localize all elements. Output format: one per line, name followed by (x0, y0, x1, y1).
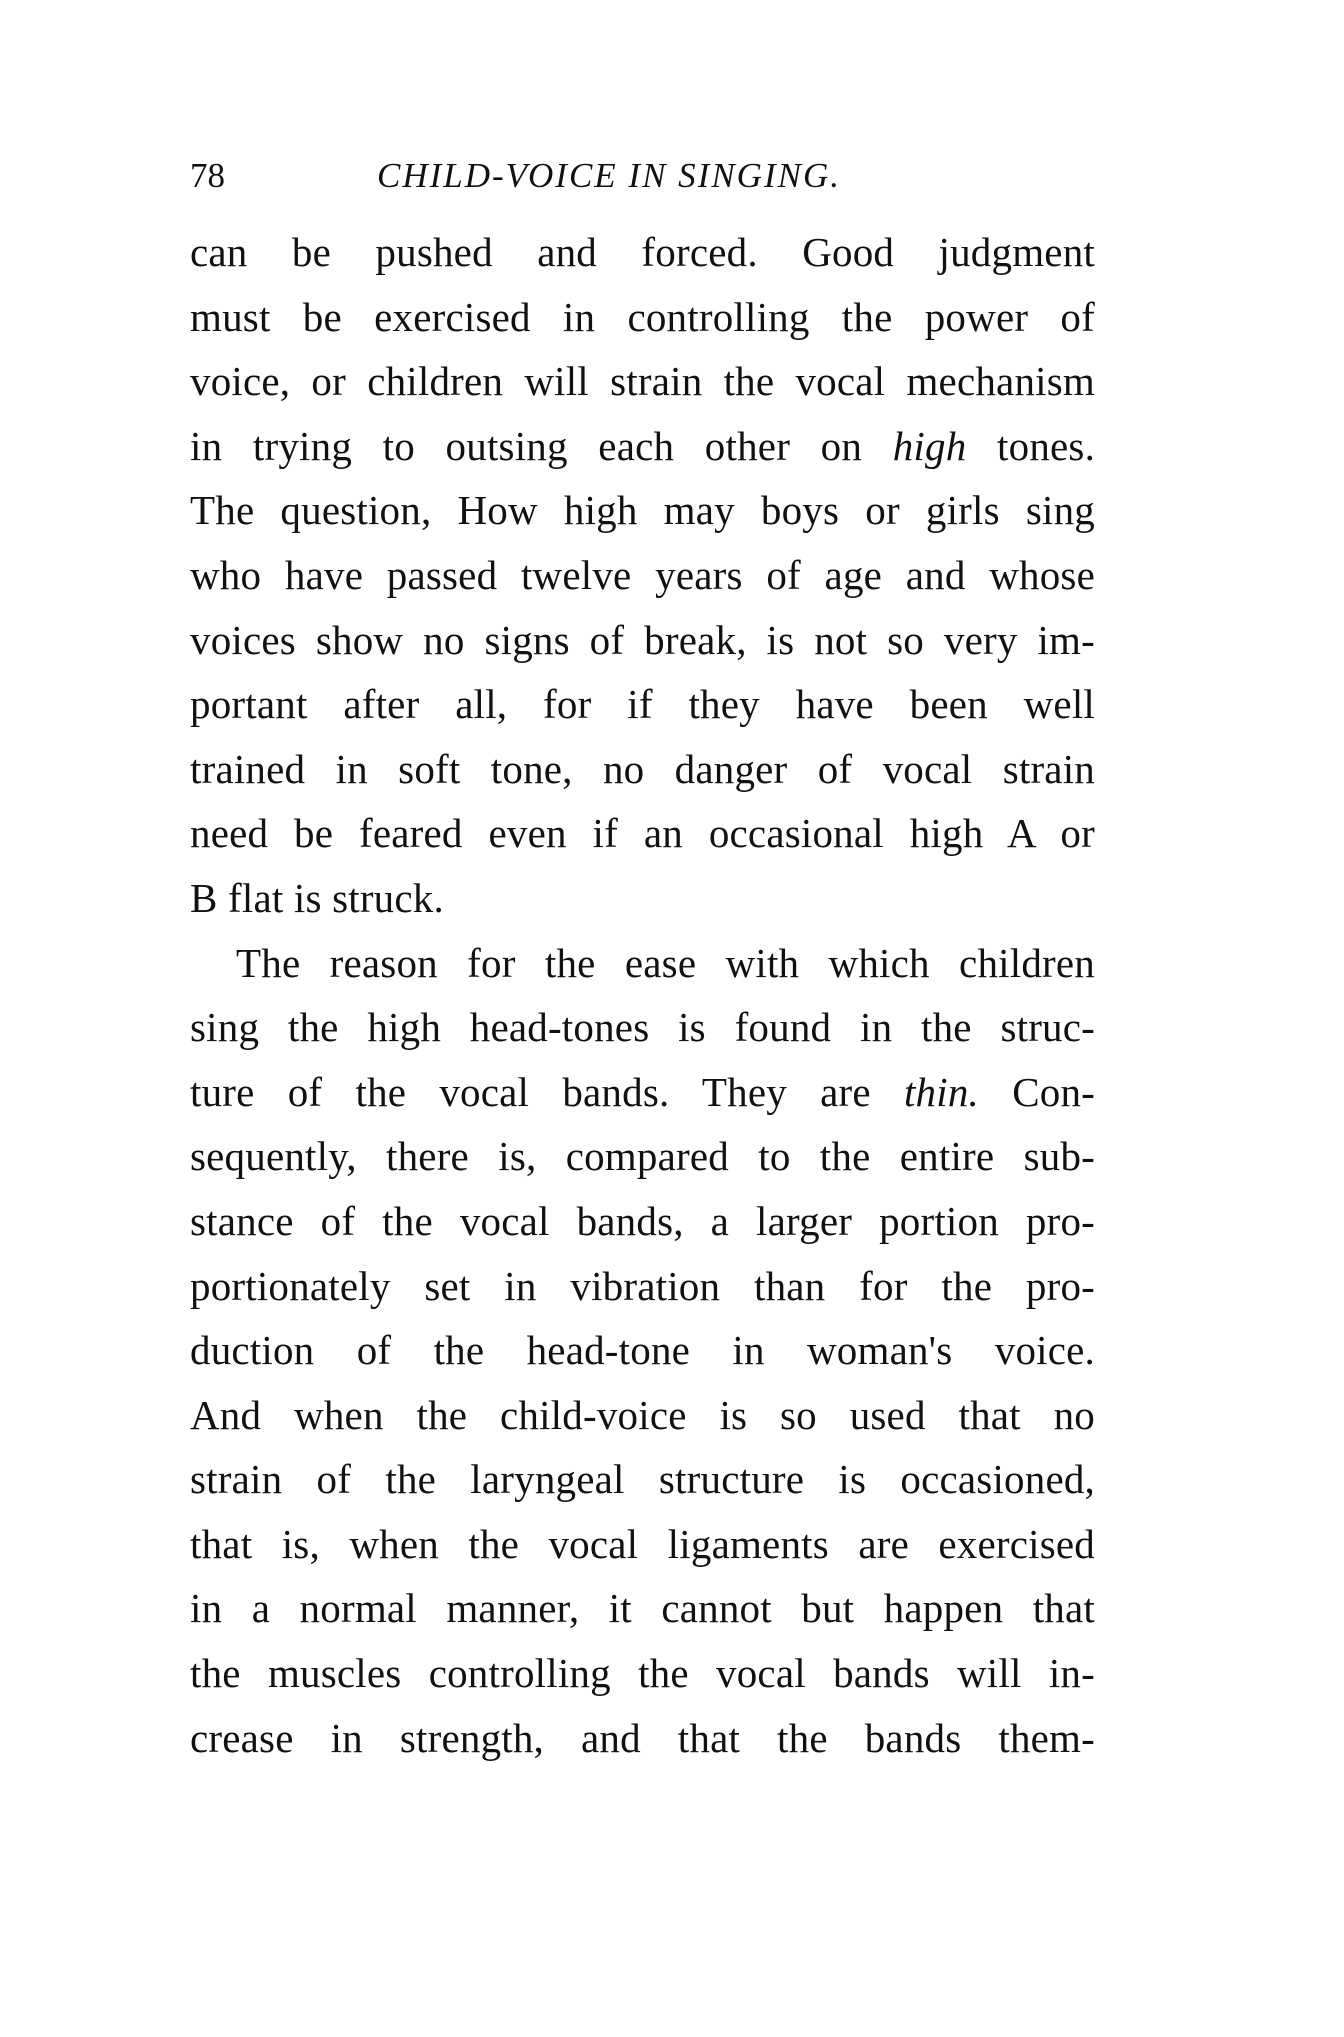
text-line: crease in strength, and that the bands them- (190, 1714, 1095, 1761)
italic-word: high (892, 422, 967, 469)
text-line: duction of the head-tone in woman's voice. (190, 1327, 1095, 1374)
text-line: portionately set in vibration than for the pro- (190, 1262, 1095, 1309)
text-line: The question, How high may boys or girls sing (190, 487, 1095, 534)
text-line: who have passed twelve years of age and whose (190, 551, 1095, 598)
text-line: B flat is struck. (190, 874, 444, 921)
text-line: And when the child-voice is so used that no (190, 1391, 1095, 1438)
text-line: in a normal manner, it cannot but happen that (190, 1585, 1095, 1632)
text-line: in trying to outsing each other on high tones. (190, 422, 1096, 469)
text-line: sequently, there is, compared to the entire sub- (190, 1133, 1095, 1180)
running-head (190, 152, 1120, 200)
text-line: must be exercised in controlling the power of (190, 293, 1095, 340)
italic-word: thin. (903, 1068, 980, 1115)
running-title: CHILD-VOICE IN SINGING. (377, 156, 841, 195)
text-line: need be feared even if an occasional high A or (190, 810, 1095, 857)
body-text (190, 228, 1095, 1778)
page-number: 78 (190, 156, 225, 195)
text-line: The reason for the ease with which children (236, 939, 1095, 986)
text-line: voices show no signs of break, is not so very im- (190, 616, 1095, 663)
text-line: portant after all, for if they have been well (190, 681, 1095, 728)
text-line: that is, when the vocal ligaments are exercised (190, 1520, 1095, 1567)
text-line: stance of the vocal bands, a larger portion pro- (190, 1197, 1095, 1244)
text-line: the muscles controlling the vocal bands will in- (190, 1650, 1095, 1697)
text-line: sing the high head-tones is found in the struc- (190, 1004, 1095, 1051)
text-line: trained in soft tone, no danger of vocal strain (190, 745, 1095, 792)
text-line: strain of the laryngeal structure is occasioned, (190, 1456, 1095, 1503)
text-line: ture of the vocal bands. They are thin. Con- (190, 1068, 1096, 1115)
text-line: can be pushed and forced. Good judgment (190, 229, 1095, 275)
text-line: voice, or children will strain the vocal mechanism (190, 358, 1095, 405)
